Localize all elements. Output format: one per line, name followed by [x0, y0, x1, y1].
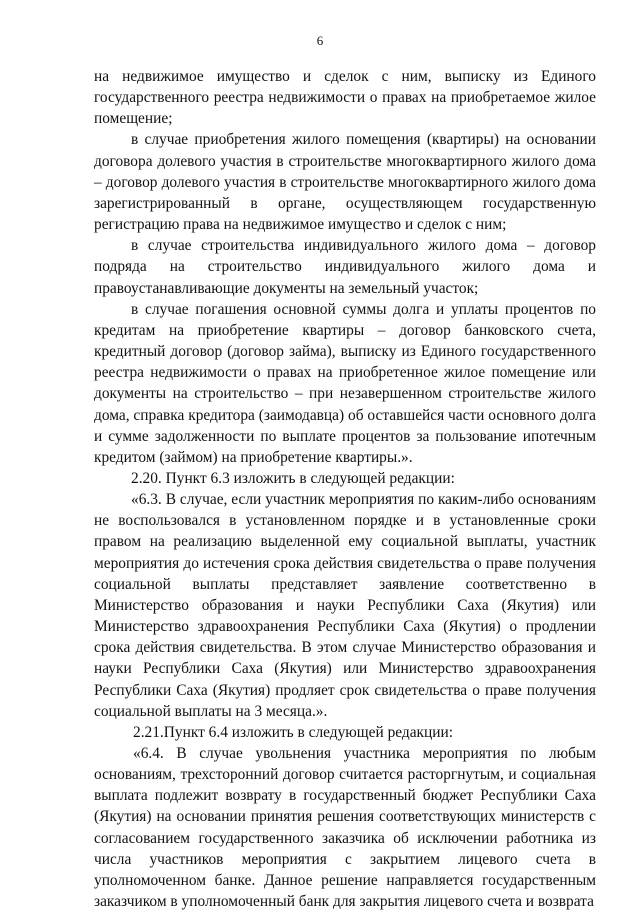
paragraph-individual-house-construction: в случае строительства индивидуального жилого дома – договор подряда на строительство индивидуального жилого дома и правоустанавливающие документы на земельный участок; — [94, 237, 596, 297]
paragraph-clause-6-4: «6.4. В случае увольнения участника мероприятия по любым основаниям, трехсторонний договор считается расторгнутым, и социальная выплата подлежит возврату в государственный бюджет Республики Саха (Якутия) на основании принятия решения соответствующих министерств с согласованием государственного заказчика об исключении работника из числа участников мероприятия с закрытием лицевого счета в уполномоченном банке. Данное решение направляется государственным заказчиком в уполномоченный банк для закрытия лицевого счета и возврата — [94, 745, 596, 911]
paragraph-continuation-real-estate-extract: на недвижимое имущество и сделок с ним, выписку из Единого государственного реестра недвижимости о правах на приобретаемое жилое помещение; — [94, 68, 596, 128]
paragraph-clause-6-3: «6.3. В случае, если участник мероприятия по каким-либо основаниям не воспользовался в установленном порядке и в установленные сроки правом на реализацию выделенной ему социальной выплаты, участник мероприятия до истечения срока действия свидетельства о праве получения социальной выплаты представляет заявление соответственно в Министерство образования и науки Республики Саха (Якутия) или Министерство здравоохранения Республики Саха (Якутия) о продлении срока действия свидетельства. В этом случае Министерство образования и науки Республики Саха (Якутия) или Министерство здравоохранения Республики Саха (Якутия) продляет срок свидетельства о праве получения социальной выплаты на 3 месяца.». — [94, 491, 596, 720]
paragraph-amendment-2-20-heading: 2.20. Пункт 6.3 изложить в следующей редакции: — [131, 469, 455, 487]
paragraph-loan-repayment-documents: в случае погашения основной суммы долга и уплаты процентов по кредитам на приобретение квартиры – договор банковского счета, кредитный договор (договор займа), выписку из Единого государственного реестра недвижимости о правах на приобретенное жилое помещение или документы на строительство – при незавершенном строительстве жилого дома, справка кредитора (заимодавца) об оставшейся части основного долга и сумме задолженности по выплате процентов за пользование ипотечным кредитом (займом) на приобретение квартиры.». — [94, 300, 596, 466]
page-number: 6 — [316, 33, 324, 48]
paragraph-shared-construction-contract: в случае приобретения жилого помещения (квартиры) на основании договора долевого участия в строительстве многоквартирного жилого дома – договор долевого участия в строительстве многоквартирного жилого дома зарегистрированный в органе, осуществляющем государственную регистрацию права на недвижимое имущество и сделок с ним; — [94, 131, 596, 234]
document-body — [94, 66, 596, 912]
paragraph-amendment-2-21-heading: 2.21.Пункт 6.4 изложить в следующей редакции: — [133, 723, 454, 741]
